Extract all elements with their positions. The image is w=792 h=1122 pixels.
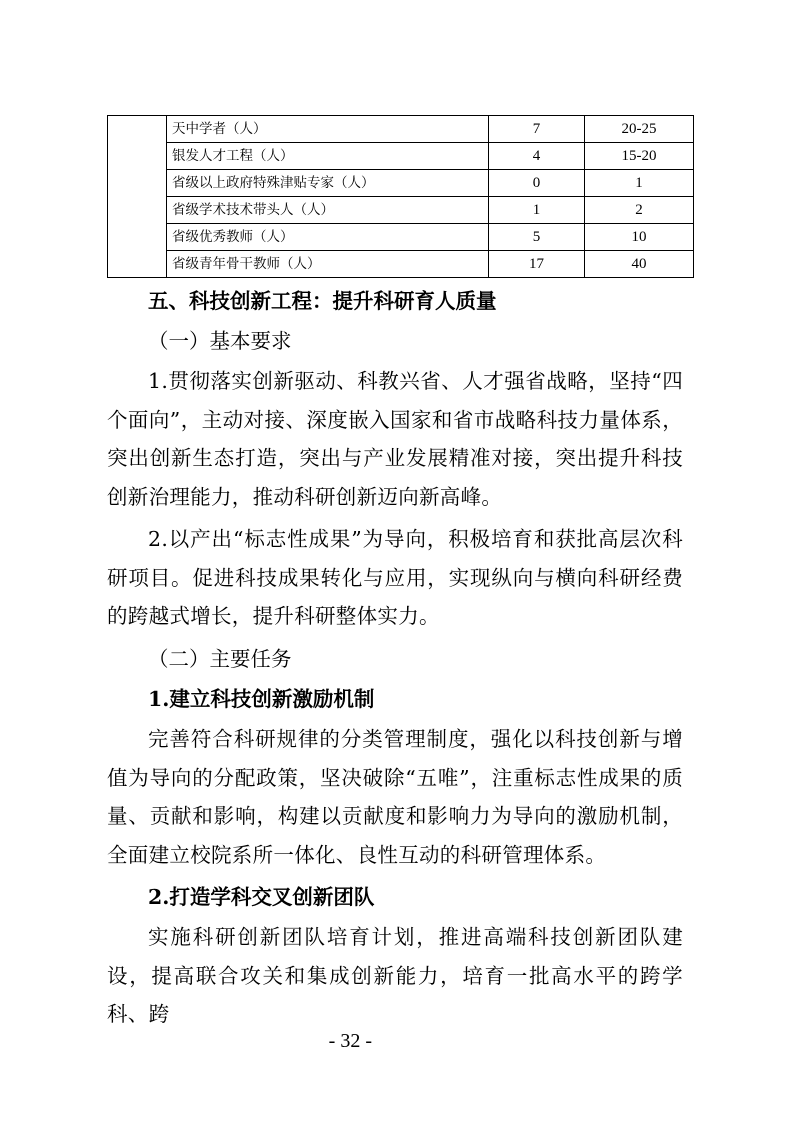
table-row: [108, 116, 694, 143]
table-row: [108, 143, 694, 170]
indicator-label: 省级学术技术带头人（人）: [167, 197, 489, 224]
category-cell: [108, 116, 167, 278]
table-row: [108, 251, 694, 278]
current-value: 7: [489, 116, 585, 143]
indicator-label: 省级优秀教师（人）: [167, 224, 489, 251]
current-value: 5: [489, 224, 585, 251]
target-value: 2: [585, 197, 694, 224]
paragraph-task-1: 完善符合科研规律的分类管理制度，强化以科技创新与增值为导向的分配政策，坚决破除“五唯”，注重标志性成果的质量、贡献和影响，构建以贡献度和影响力为导向的激励机制，全面建立校院系所一体化、良性互动的科研管理体系。: [107, 727, 683, 867]
paragraph-task-2: 实施科研创新团队培育计划，推进高端科技创新团队建设，提高联合攻关和集成创新能力，培育一批高水平的跨学科、跨: [107, 925, 683, 1026]
table-row: [108, 224, 694, 251]
target-value: 15-20: [585, 143, 694, 170]
subsection-main-tasks: （二）主要任务: [148, 647, 292, 671]
current-value: 17: [489, 251, 585, 278]
task-heading-2: 2.打造学科交叉创新团队: [148, 885, 375, 909]
paragraph-requirement-2: 2.以产出“标志性成果”为导向，积极培育和获批高层次科研项目。促进科技成果转化与应用，实现纵向与横向科研经费的跨越式增长，提升科研整体实力。: [107, 527, 683, 628]
indicator-label: 省级青年骨干教师（人）: [167, 251, 489, 278]
current-value: 4: [489, 143, 585, 170]
target-value: 10: [585, 224, 694, 251]
target-value: 40: [585, 251, 694, 278]
target-value: 20-25: [585, 116, 694, 143]
indicator-label: 银发人才工程（人）: [167, 143, 489, 170]
indicator-label: 省级以上政府特殊津贴专家（人）: [167, 170, 489, 197]
table-row: [108, 170, 694, 197]
section-title: 五、科技创新工程：提升科研育人质量: [148, 289, 497, 313]
page-number: - 32 -: [328, 1030, 372, 1052]
indicator-label: 天中学者（人）: [167, 116, 489, 143]
talent-target-table: [107, 115, 694, 278]
current-value: 0: [489, 170, 585, 197]
paragraph-requirement-1: 1.贯彻落实创新驱动、科教兴省、人才强省战略，坚持“四个面向”，主动对接、深度嵌入国家和省市战略科技力量体系，突出创新生态打造，突出与产业发展精准对接，突出提升科技创新治理能力，推动科研创新迈向新高峰。: [107, 369, 683, 509]
task-heading-1: 1.建立科技创新激励机制: [148, 687, 375, 711]
subsection-basic-requirements: （一）基本要求: [148, 329, 292, 353]
table-row: [108, 197, 694, 224]
target-value: 1: [585, 170, 694, 197]
current-value: 1: [489, 197, 585, 224]
